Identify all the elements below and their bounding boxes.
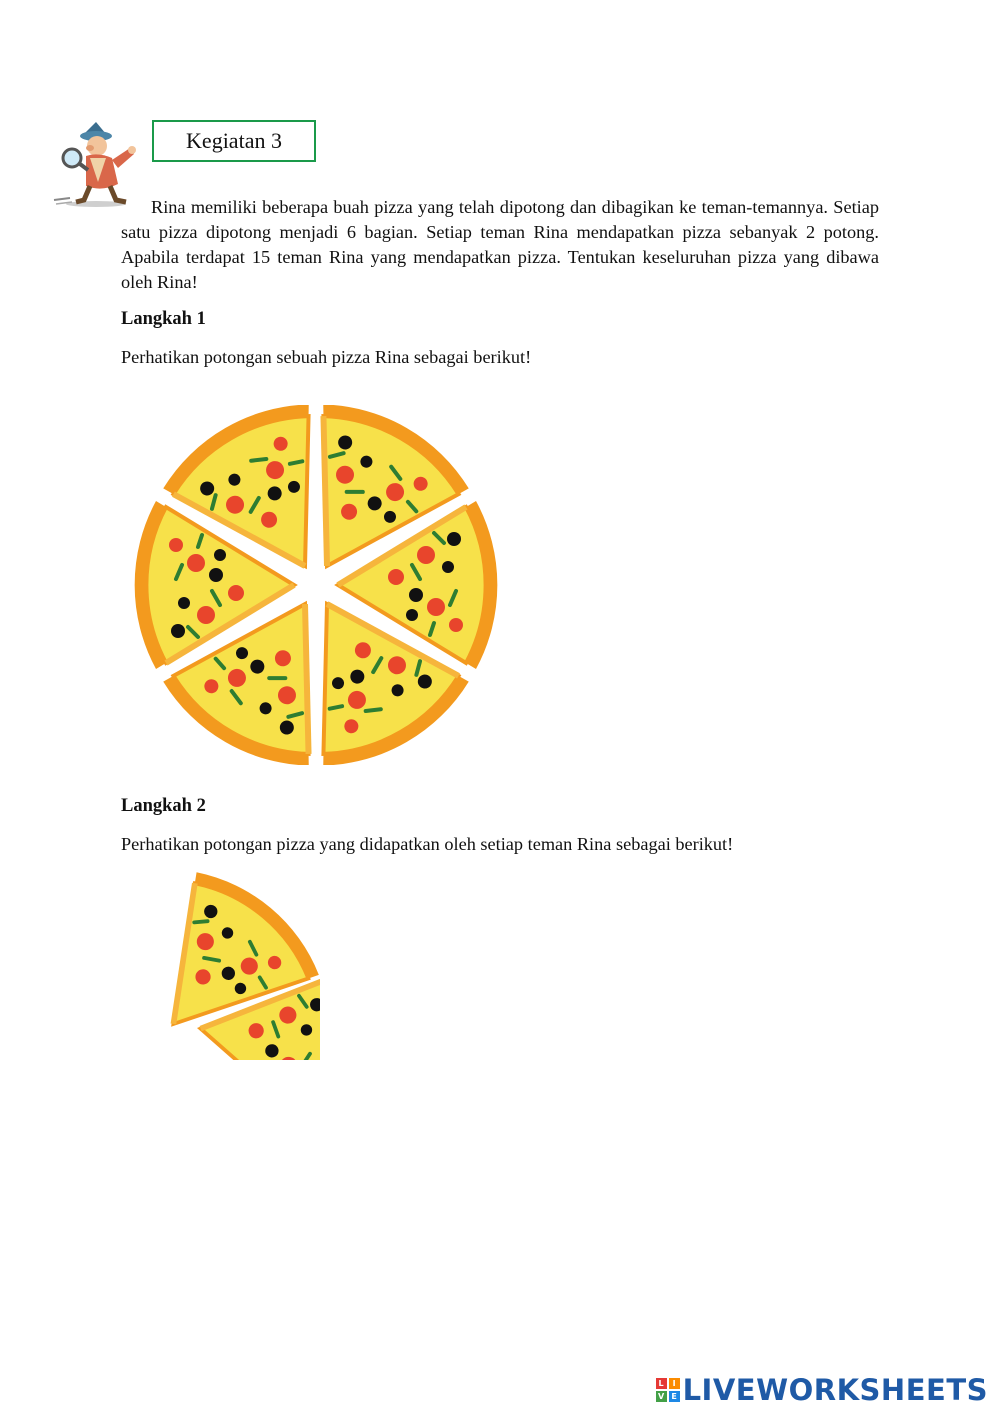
logo-mark	[656, 1378, 680, 1402]
logo-letter: I	[669, 1378, 680, 1389]
activity-title-text: Kegiatan 3	[186, 128, 282, 153]
whole-pizza-image	[126, 405, 506, 765]
step-1-heading: Langkah 1	[121, 309, 206, 329]
logo-letter: L	[656, 1378, 667, 1389]
logo-letter: E	[669, 1391, 680, 1402]
two-slices-image	[120, 870, 320, 1060]
step-2-heading: Langkah 2	[121, 796, 206, 816]
activity-title	[152, 120, 316, 162]
step-1-instruction: Perhatikan potongan sebuah pizza Rina sebagai berikut!	[121, 347, 532, 367]
step-2-instruction: Perhatikan potongan pizza yang didapatkan oleh setiap teman Rina sebagai berikut!	[121, 834, 734, 854]
liveworksheets-logo	[656, 1373, 988, 1407]
brand-name: LIVEWORKSHEETS	[682, 1373, 988, 1407]
problem-paragraph: Rina memiliki beberapa buah pizza yang telah dipotong dan dibagikan ke teman-temannya. Setiap satu pizza dipotong menjadi 6 bagian. Setiap teman Rina mendapatkan pizza sebanyak 2 potong. Apabila terdapat 15 teman Rina yang mendapatkan pizza. Tentukan keseluruhan pizza yang dibawa oleh Rina!	[121, 197, 879, 292]
logo-letter: V	[656, 1391, 667, 1402]
